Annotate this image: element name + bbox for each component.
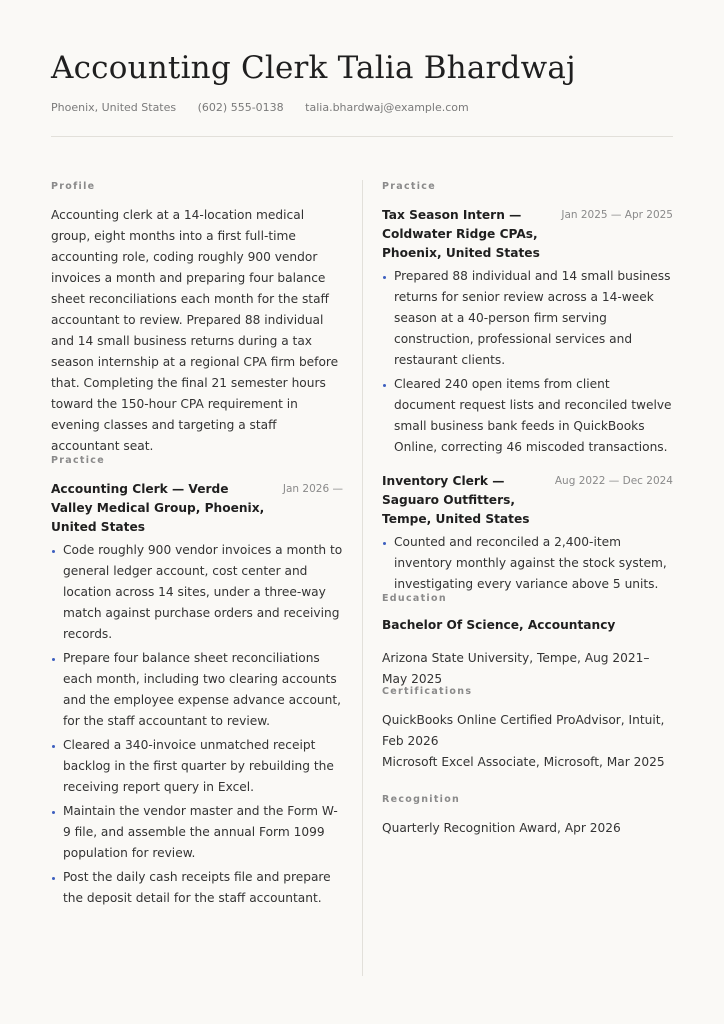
- job-dates: Jan 2025 — Apr 2025: [561, 209, 673, 221]
- section-label-certifications: Certifications: [382, 686, 473, 697]
- resume-page: [51, 0, 673, 1024]
- certifications-section: [382, 685, 673, 773]
- list-item: Prepared 88 individual and 14 small business returns for senior review across a 14-week season at a 40-person firm serving construction, professional services and restaurant clients.: [382, 266, 673, 371]
- job-title: Accounting Clerk — Verde Valley Medical Group, Phoenix, United States: [51, 482, 265, 534]
- section-label-recognition: Recognition: [382, 794, 461, 805]
- education-degree: Bachelor Of Science, Accountancy: [382, 618, 616, 632]
- section-label-profile: Profile: [51, 181, 96, 192]
- list-item: Post the daily cash receipts file and prepare the deposit detail for the staff accountant.: [51, 867, 343, 909]
- job-dates: Aug 2022 — Dec 2024: [554, 475, 673, 487]
- job-entry: [51, 480, 343, 909]
- practice-section-left: [51, 454, 343, 909]
- left-column: [51, 180, 343, 909]
- job-bullets: [382, 532, 673, 595]
- section-label-practice: Practice: [51, 455, 105, 466]
- list-item: Code roughly 900 vendor invoices a month to general ledger account, cost center and location across 14 sites, under a three-way match against purchase orders and receiving records.: [51, 540, 343, 645]
- list-item: Counted and reconciled a 2,400-item inventory monthly against the stock system, investigating every variance above 5 units.: [382, 532, 673, 595]
- contact-line: [51, 101, 487, 114]
- job-entry: [382, 206, 673, 458]
- job-title: Inventory Clerk — Saguaro Outfitters, Tempe, United States: [382, 474, 530, 526]
- list-item: Cleared a 340-invoice unmatched receipt backlog in the first quarter by rebuilding the receiving report query in Excel.: [51, 735, 343, 798]
- section-label-practice: Practice: [382, 181, 436, 192]
- header-divider: [51, 136, 673, 137]
- contact-email: talia.bhardwaj@example.com: [305, 101, 469, 114]
- job-bullets: [382, 266, 673, 458]
- job-dates: Jan 2026 —: [282, 483, 343, 495]
- job-entry: [382, 472, 673, 595]
- contact-location: Phoenix, United States: [51, 101, 177, 114]
- practice-section-right: [382, 180, 673, 595]
- right-column: [382, 180, 673, 839]
- profile-text: Accounting clerk at a 14-location medical group, eight months into a first full-time accounting role, coding roughly 900 vendor invoices a month and preparing four balance sheet reconciliations each month for the staff accountant to review. Prepared 88 individual and 14 small business returns during a tax season internship at a regional CPA firm before that. Completing the final 21 semester hours toward the 150-hour CPA requirement in evening classes and targeting a staff accountant seat.: [51, 208, 339, 453]
- certification-item: Microsoft Excel Associate, Microsoft, Mar 2025: [382, 755, 665, 769]
- candidate-name: Accounting Clerk Talia Bhardwaj: [51, 50, 576, 86]
- job-bullets: [51, 540, 343, 909]
- certification-item: QuickBooks Online Certified ProAdvisor, Intuit, Feb 2026: [382, 713, 665, 748]
- section-label-education: Education: [382, 593, 447, 604]
- job-title: Tax Season Intern — Coldwater Ridge CPAs, Phoenix, United States: [382, 208, 540, 260]
- recognition-item: Quarterly Recognition Award, Apr 2026: [382, 821, 621, 835]
- education-section: [382, 592, 673, 690]
- contact-phone: (602) 555-0138: [197, 101, 284, 114]
- profile-section: [51, 180, 343, 457]
- list-item: Maintain the vendor master and the Form W-9 file, and assemble the annual Form 1099 population for review.: [51, 801, 343, 864]
- list-item: Cleared 240 open items from client document request lists and reconciled twelve small business bank feeds in QuickBooks Online, correcting 46 miscoded transactions.: [382, 374, 673, 458]
- recognition-section: [382, 793, 673, 839]
- list-item: Prepare four balance sheet reconciliations each month, including two clearing accounts and the employee expense advance account, for the staff accountant to review.: [51, 648, 343, 732]
- education-school: Arizona State University, Tempe, Aug 2021–May 2025: [382, 651, 650, 686]
- column-divider: [362, 180, 363, 976]
